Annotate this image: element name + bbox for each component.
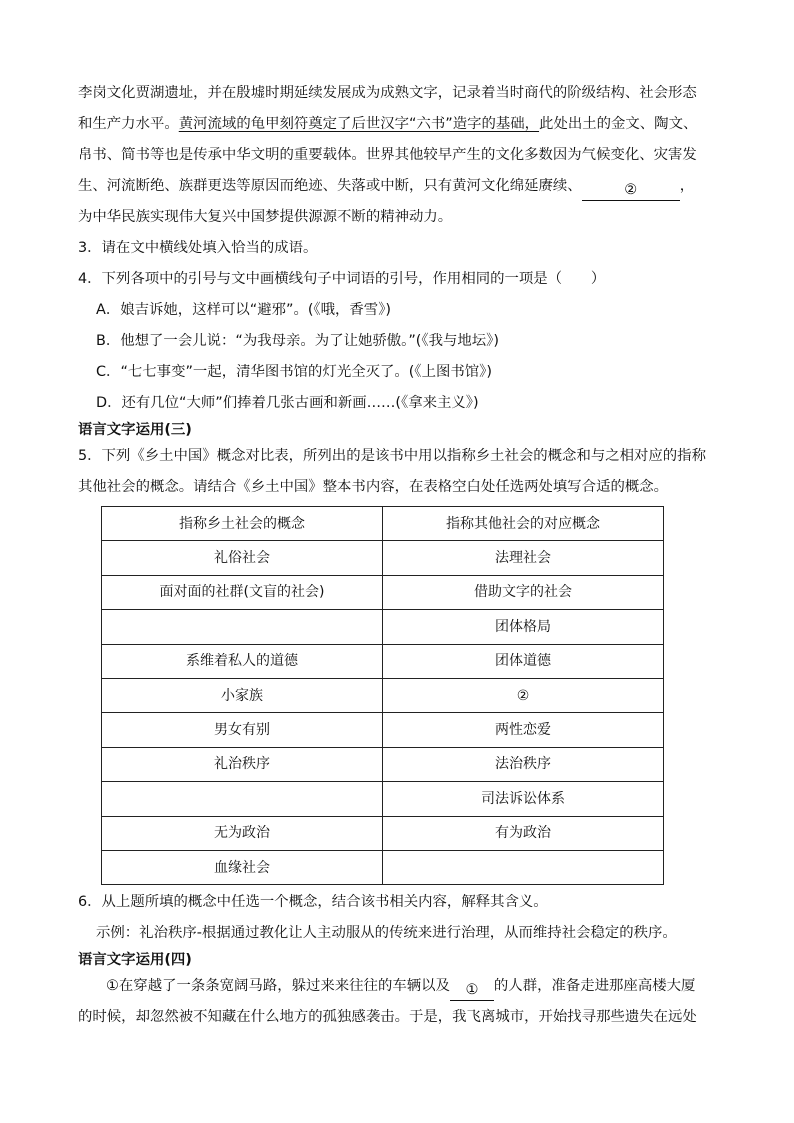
option-d: D．还有几位“大师”们捧着几张古画和新画……(《拿来主义》) (96, 395, 479, 411)
fill-blank-2[interactable]: ② (582, 180, 680, 201)
passage-4-line: 的时候，却忽然被不知藏在什么地方的孤独感袭击。于是，我飞离城市，开始找寻那些遗失在远处 (78, 1009, 697, 1026)
table-cell: 男女有别 (102, 713, 383, 747)
passage-text: 的人群，准备走进那座高楼大厦 (493, 978, 696, 995)
table-row (102, 610, 664, 644)
table-cell: 团体格局 (383, 610, 664, 644)
passage-text: ， (679, 178, 695, 194)
table-cell: 血缘社会 (102, 850, 383, 884)
passage-line (78, 171, 718, 202)
table-header-row (102, 507, 664, 541)
blank-table-cell[interactable] (102, 610, 383, 644)
document-page (78, 78, 718, 1033)
passage-4-line (78, 971, 718, 1002)
table-cell: 小家族 (102, 678, 383, 712)
question-3: 3．请在文中横线处填入恰当的成语。 (78, 240, 318, 256)
question-6-example: 示例：礼治秩序-根据通过教化让人主动服从的传统来进行治理，从而维持社会稳定的秩序。 (96, 925, 677, 942)
table-row (102, 747, 664, 781)
passage-line (78, 109, 718, 140)
table-row (102, 782, 664, 816)
table-cell: 礼治秩序 (102, 747, 383, 781)
table-cell: 法治秩序 (383, 747, 664, 781)
section-heading-3: 语言文字运用(三) (78, 422, 192, 438)
table-cell: 礼俗社会 (102, 541, 383, 575)
underlined-sentence: 黄河流域的龟甲刻符奠定了后世汉字“六书”造字的基础， (178, 116, 540, 132)
passage-text: 此处出土的金文、陶文、 (539, 116, 698, 132)
passage-line: 李岗文化贾湖遗址，并在殷墟时期延续发展成为成熟文字，记录着当时商代的阶级结构、社会形态 (78, 85, 697, 101)
table-row (102, 713, 664, 747)
table-cell: 团体道德 (383, 644, 664, 678)
sentence-marker: ① (106, 978, 119, 995)
table-cell: 系维着私人的道德 (102, 644, 383, 678)
passage-text: 生、河流断绝、族群更迭等原因而绝迹、失落或中断，只有黄河文化绵延赓续、 (78, 178, 582, 194)
passage-line: 为中华民族实现伟大复兴中国梦提供源源不断的精神动力。 (78, 209, 453, 225)
option-a: A．娘吉诉她，这样可以“避邪”。(《哦，香雪》) (96, 302, 392, 318)
section-heading-4: 语言文字运用(四) (78, 952, 192, 969)
question-5-line: 其他社会的概念。请结合《乡土中国》整本书内容，在表格空白处任选两处填写合适的概念。 (78, 479, 669, 495)
table-header: 指称乡土社会的概念 (102, 507, 383, 541)
table-cell: 无为政治 (102, 816, 383, 850)
table-row (102, 644, 664, 678)
table-cell: 有为政治 (383, 816, 664, 850)
passage-text: 和生产力水平。 (78, 116, 179, 132)
passage-text: 在穿越了一条条宽阔马路，躲过来来往往的车辆以及 (118, 978, 450, 995)
table-row (102, 816, 664, 850)
blank-table-cell[interactable] (102, 782, 383, 816)
table-cell: 司法诉讼体系 (383, 782, 664, 816)
concept-table (101, 506, 664, 885)
question-6-stem: 6．从上题所填的概念中任选一个概念，结合该书相关内容，解释其含义。 (78, 894, 548, 911)
table-row (102, 541, 664, 575)
blank-marker-cell[interactable]: ② (383, 678, 664, 712)
blank-table-cell[interactable] (383, 850, 664, 884)
option-b: B．他想了一会儿说：“为我母亲。为了让她骄傲。”(《我与地坛》) (96, 333, 499, 349)
table-row (102, 850, 664, 884)
fill-blank-1[interactable]: ① (450, 980, 494, 1001)
table-cell: 面对面的社群(文盲的社会) (102, 575, 383, 609)
question-5-line: 5．下列《乡土中国》概念对比表，所列出的是该书中用以指称乡土社会的概念和与之相对应的指称 (78, 448, 706, 464)
table-header: 指称其他社会的对应概念 (383, 507, 664, 541)
table-cell: 借助文字的社会 (383, 575, 664, 609)
table-cell: 法理社会 (383, 541, 664, 575)
option-c: C．“七七事变”一起，清华图书馆的灯光全灭了。(《上图书馆》) (96, 364, 492, 380)
table-row (102, 575, 664, 609)
table-cell: 两性恋爱 (383, 713, 664, 747)
table-row (102, 678, 664, 712)
passage-line: 帛书、简书等也是传承中华文明的重要载体。世界其他较早产生的文化多数因为气候变化、灾害发 (78, 147, 697, 163)
question-4-stem: 4．下列各项中的引号与文中画横线句子中词语的引号，作用相同的一项是（ ） (78, 271, 606, 287)
